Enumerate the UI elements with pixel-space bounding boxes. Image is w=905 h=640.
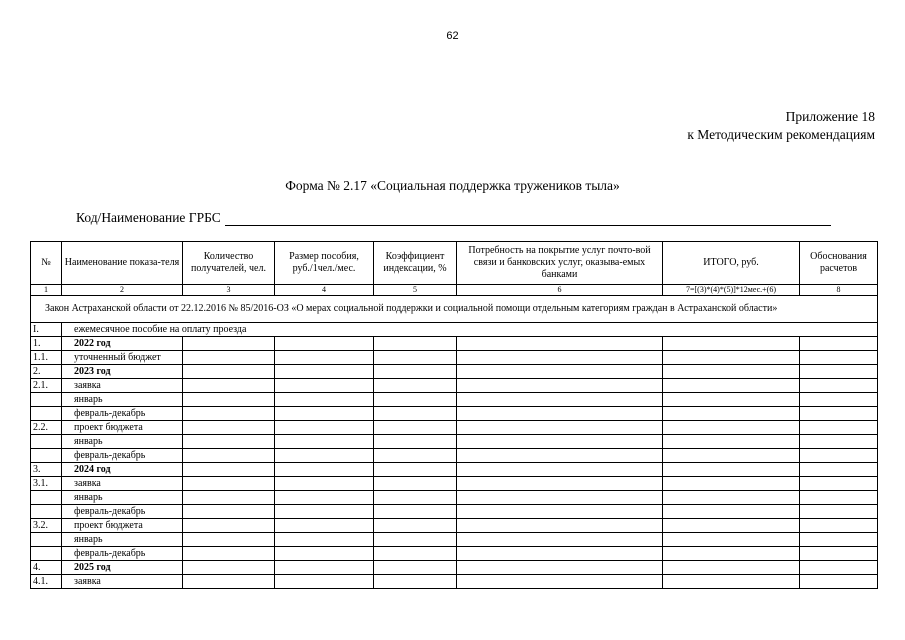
appendix-note [687,108,875,144]
table-row [31,365,878,379]
header-benefit-size: Размер пособия, руб./1чел./мес. [275,242,374,285]
table-row [31,393,878,407]
page-number: 62 [446,30,459,42]
table-cell-empty[interactable] [374,407,457,421]
table-cell-empty[interactable] [663,365,800,379]
table-cell-empty[interactable] [663,477,800,491]
table-cell-empty[interactable] [183,407,275,421]
table-cell-empty[interactable] [663,393,800,407]
table-cell-empty[interactable] [183,463,275,477]
table-row [31,491,878,505]
table-cell-empty[interactable] [374,575,457,589]
column-number: 1 [31,285,62,296]
table-cell-empty[interactable] [275,491,374,505]
table-cell-empty[interactable] [275,407,374,421]
table-cell-empty[interactable] [663,421,800,435]
table-cell-empty[interactable] [663,547,800,561]
table-cell-empty[interactable] [275,421,374,435]
grbs-field [76,210,831,226]
table-cell-empty[interactable] [800,505,878,519]
table-row [31,561,878,575]
table-cell-empty[interactable] [183,575,275,589]
row-num [31,407,62,421]
table-cell-empty[interactable] [183,533,275,547]
table-cell-empty[interactable] [183,519,275,533]
row-name: 2023 год [62,365,183,379]
row-name: январь [62,393,183,407]
table-cell-empty[interactable] [183,365,275,379]
table-cell-empty[interactable] [275,379,374,393]
table-cell-empty[interactable] [800,575,878,589]
table-cell-empty[interactable] [800,365,878,379]
table-cell-empty[interactable] [663,449,800,463]
column-number: 5 [374,285,457,296]
table-cell-empty[interactable] [457,519,663,533]
table-row [31,547,878,561]
table-cell-empty[interactable] [457,365,663,379]
header-justification: Обоснования расчетов [800,242,878,285]
law-row [31,296,878,323]
table-cell-empty[interactable] [275,463,374,477]
row-num [31,449,62,463]
row-num: 1. [31,337,62,351]
table-cell-empty[interactable] [457,351,663,365]
table-cell-empty[interactable] [800,491,878,505]
header-indicator: Наименование показа-теля [62,242,183,285]
table-cell-empty[interactable] [183,561,275,575]
table-cell-empty[interactable] [183,379,275,393]
section-num: I. [31,323,62,337]
table-cell-empty[interactable] [800,477,878,491]
table-row [31,575,878,589]
table-cell-empty[interactable] [183,477,275,491]
table-cell-empty[interactable] [457,547,663,561]
table-cell-empty[interactable] [374,477,457,491]
column-number: 4 [275,285,374,296]
table-row [31,435,878,449]
header-row [31,242,878,285]
table-row [31,337,878,351]
table-cell-empty[interactable] [374,561,457,575]
row-name: заявка [62,379,183,393]
row-name: уточненный бюджет [62,351,183,365]
table-cell-empty[interactable] [663,407,800,421]
table-cell-empty[interactable] [374,421,457,435]
table-cell-empty[interactable] [663,379,800,393]
table-cell-empty[interactable] [183,351,275,365]
row-name: 2022 год [62,337,183,351]
table-cell-empty[interactable] [663,561,800,575]
table-cell-empty[interactable] [800,449,878,463]
law-text: Закон Астраханской области от 22.12.2016 № 85/2016-ОЗ «О мерах социальной поддержки и социальной помощи отдельным категориям граждан в Астраханской области» [31,296,878,323]
table-cell-empty[interactable] [457,561,663,575]
grbs-fill-line [225,211,831,226]
table-cell-empty[interactable] [275,519,374,533]
header-postal-banking: Потребность на покрытие услуг почто-вой связи и банковских услуг, оказыва-емых банками [457,242,663,285]
table-cell-empty[interactable] [374,505,457,519]
section-row [31,323,878,337]
table-cell-empty[interactable] [457,575,663,589]
table-cell-empty[interactable] [663,491,800,505]
table-cell-empty[interactable] [457,435,663,449]
row-num: 2. [31,365,62,379]
column-number: 2 [62,285,183,296]
table-cell-empty[interactable] [275,337,374,351]
row-num [31,393,62,407]
row-name: январь [62,533,183,547]
table-cell-empty[interactable] [374,449,457,463]
row-num [31,533,62,547]
row-num [31,547,62,561]
header-recipients: Количество получателей, чел. [183,242,275,285]
table-row [31,449,878,463]
row-num [31,505,62,519]
row-num: 4.1. [31,575,62,589]
row-num: 3.2. [31,519,62,533]
appendix-line-2: к Методическим рекомендациям [687,127,875,142]
table-cell-empty[interactable] [800,547,878,561]
row-name: 2024 год [62,463,183,477]
row-name: проект бюджета [62,421,183,435]
table-cell-empty[interactable] [663,575,800,589]
table-cell-empty[interactable] [374,393,457,407]
table-cell-empty[interactable] [275,505,374,519]
table-cell-empty[interactable] [457,421,663,435]
table-cell-empty[interactable] [275,533,374,547]
grbs-label: Код/Наименование ГРБС [76,210,221,225]
row-num: 3.1. [31,477,62,491]
table-cell-empty[interactable] [374,351,457,365]
table-cell-empty[interactable] [800,379,878,393]
header-index-coef: Коэффициент индексации, % [374,242,457,285]
table-row [31,505,878,519]
table-cell-empty[interactable] [663,505,800,519]
table-cell-empty[interactable] [663,533,800,547]
row-name: февраль-декабрь [62,547,183,561]
table-cell-empty[interactable] [663,337,800,351]
table-cell-empty[interactable] [800,393,878,407]
table-cell-empty[interactable] [800,435,878,449]
table-cell-empty[interactable] [663,351,800,365]
row-num: 4. [31,561,62,575]
table-cell-empty[interactable] [374,547,457,561]
table-row [31,379,878,393]
header-total: ИТОГО, руб. [663,242,800,285]
table-cell-empty[interactable] [457,407,663,421]
table-cell-empty[interactable] [275,351,374,365]
table-cell-empty[interactable] [374,533,457,547]
table-cell-empty[interactable] [183,449,275,463]
table-cell-empty[interactable] [374,463,457,477]
table-cell-empty[interactable] [800,337,878,351]
table-cell-empty[interactable] [183,393,275,407]
table-cell-empty[interactable] [663,463,800,477]
appendix-line-1: Приложение 18 [785,109,875,124]
table-cell-empty[interactable] [183,337,275,351]
table-cell-empty[interactable] [275,575,374,589]
table-cell-empty[interactable] [800,533,878,547]
table-cell-empty[interactable] [457,491,663,505]
column-number: 6 [457,285,663,296]
row-name: заявка [62,477,183,491]
table-cell-empty[interactable] [800,561,878,575]
row-name: февраль-декабрь [62,505,183,519]
table-cell-empty[interactable] [183,505,275,519]
table-cell-empty[interactable] [457,463,663,477]
table-cell-empty[interactable] [275,393,374,407]
header-num: № [31,242,62,285]
table-cell-empty[interactable] [183,435,275,449]
row-name: февраль-декабрь [62,449,183,463]
table-cell-empty[interactable] [457,533,663,547]
table-cell-empty[interactable] [800,519,878,533]
table-cell-empty[interactable] [275,477,374,491]
table-cell-empty[interactable] [183,421,275,435]
table-cell-empty[interactable] [374,337,457,351]
table-cell-empty[interactable] [800,351,878,365]
column-number: 7=[(3)*(4)*(5)]*12мес.+(6) [663,285,800,296]
row-name: заявка [62,575,183,589]
table-cell-empty[interactable] [275,561,374,575]
column-number: 3 [183,285,275,296]
row-name: январь [62,435,183,449]
column-number: 8 [800,285,878,296]
table-cell-empty[interactable] [374,491,457,505]
table-row [31,407,878,421]
table-cell-empty[interactable] [374,519,457,533]
table-cell-empty[interactable] [183,491,275,505]
table-row [31,533,878,547]
table-cell-empty[interactable] [275,365,374,379]
row-name: проект бюджета [62,519,183,533]
table-cell-empty[interactable] [374,435,457,449]
table-row [31,463,878,477]
table-cell-empty[interactable] [800,407,878,421]
table-cell-empty[interactable] [457,477,663,491]
table-cell-empty[interactable] [275,435,374,449]
table-cell-empty[interactable] [457,505,663,519]
row-num: 2.2. [31,421,62,435]
table-row [31,351,878,365]
row-name: январь [62,491,183,505]
row-num: 2.1. [31,379,62,393]
form-title: Форма № 2.17 «Социальная поддержка тружеников тыла» [285,178,620,193]
table-cell-empty[interactable] [275,547,374,561]
table-cell-empty[interactable] [800,463,878,477]
column-number-row [31,285,878,296]
table-cell-empty[interactable] [457,449,663,463]
table-cell-empty[interactable] [457,393,663,407]
table-row [31,421,878,435]
form-table [30,241,878,589]
table-cell-empty[interactable] [275,449,374,463]
table-row [31,477,878,491]
row-num: 3. [31,463,62,477]
row-num [31,435,62,449]
row-name: февраль-декабрь [62,407,183,421]
table-cell-empty[interactable] [663,519,800,533]
table-cell-empty[interactable] [183,547,275,561]
table-cell-empty[interactable] [457,379,663,393]
row-num [31,491,62,505]
section-name: ежемесячное пособие на оплату проезда [62,323,878,337]
table-row [31,519,878,533]
row-name: 2025 год [62,561,183,575]
table-cell-empty[interactable] [374,365,457,379]
table-cell-empty[interactable] [374,379,457,393]
row-num: 1.1. [31,351,62,365]
table-cell-empty[interactable] [457,337,663,351]
table-cell-empty[interactable] [800,421,878,435]
table-cell-empty[interactable] [663,435,800,449]
